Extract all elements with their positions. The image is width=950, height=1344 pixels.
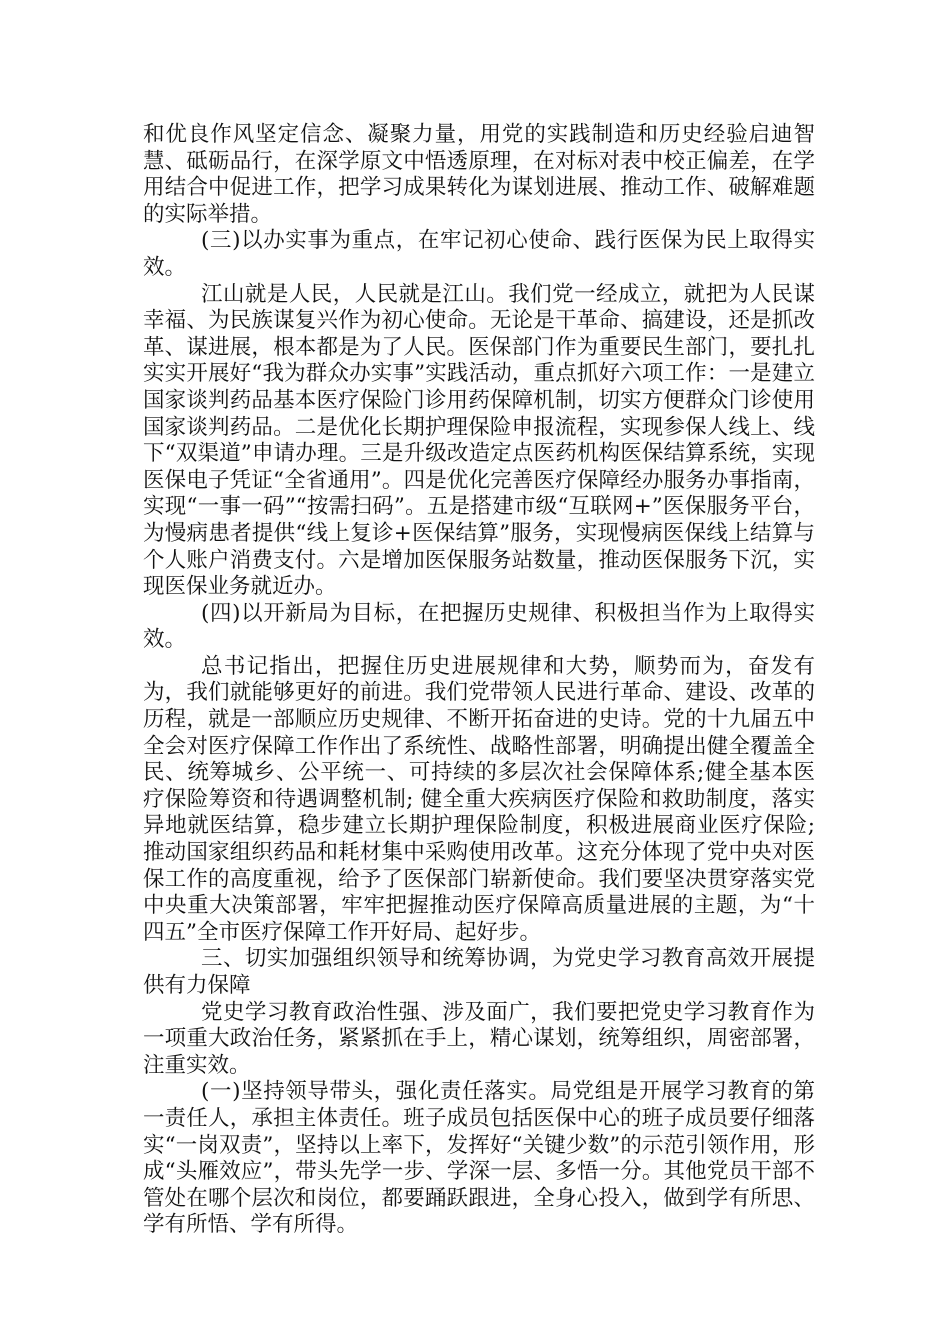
paragraph-body: 党史学习教育政治性强、涉及面广，我们要把党史学习教育作为一项重大政治任务，紧紧抓在手上，精心谋划，统筹组织，周密部署，注重实效。 bbox=[143, 999, 815, 1078]
section-heading-three: 三、切实加强组织领导和统筹协调，为党史学习教育高效开展提供有力保障 bbox=[143, 946, 815, 998]
paragraph-continuation: 和优良作风坚定信念、凝聚力量，用党的实践制造和历史经验启迪智慧、砥砺品行，在深学原文中悟透原理，在对标对表中校正偏差，在学用结合中促进工作，把学习成果转化为谋划进展、推动工作、破解难题的实际举措。 bbox=[143, 122, 815, 227]
paragraph-body: (一)坚持领导带头，强化责任落实。局党组是开展学习教育的第一责任人，承担主体责任。班子成员包括医保中心的班子成员要仔细落实“一岗双责”，坚持以上率下，发挥好“关键少数”的示范引领作用，形成“头雁效应”，带头先学一步、学深一层、多悟一分。其他党员干部不管处在哪个层次和岗位，都要踊跃跟进，全身心投入，做到学有所思、学有所悟、学有所得。 bbox=[143, 1079, 815, 1238]
subheading-three: (三)以办实事为重点，在牢记初心使命、践行医保为民上取得实效。 bbox=[143, 228, 815, 280]
document-page bbox=[143, 122, 815, 1239]
paragraph-body: 江山就是人民，人民就是江山。我们党一经成立，就把为人民谋幸福、为民族谋复兴作为初心使命。无论是干革命、搞建设，还是抓改革、谋进展，根本都是为了人民。医保部门作为重要民生部门，要扎扎实实开展好“我为群众办实事”实践活动，重点抓好六项工作：一是建立国家谈判药品基本医疗保险门诊用药保障机制，切实方便群众门诊使用国家谈判药品。二是优化长期护理保险申报流程，实现参保人线上、线下“双渠道”申请办理。三是升级改造定点医药机构医保结算系统，实现医保电子凭证“全省通用”。四是优化完善医疗保障经办服务办事指南，实现“一事一码”“按需扫码”。五是搭建市级“互联网+”医保服务平台，为慢病患者提供“线上复诊+医保结算”服务，实现慢病医保线上结算与个人账户消费支付。六是增加医保服务站数量，推动医保服务下沉，实现医保业务就近办。 bbox=[143, 281, 815, 600]
paragraph-body: 总书记指出，把握住历史进展规律和大势，顺势而为，奋发有为，我们就能够更好的前进。我们党带领人民进行革命、建设、改革的历程，就是一部顺应历史规律、不断开拓奋进的史诗。党的十九届五中全会对医疗保障工作作出了系统性、战略性部署，明确提出健全覆盖全民、统筹城乡、公平统一、可持续的多层次社会保障体系;健全基本医疗保险筹资和待遇调整机制; 健全重大疾病医疗保险和救助制度，落实异地就医结算，稳步建立长期护理保险制度，积极进展商业医疗保险;推动国家组织药品和耗材集中采购使用改革。这充分体现了党中央对医保工作的高度重视，给予了医保部门崭新使命。我们要坚决贯穿落实党中央重大决策部署，牢牢把握推动医疗保障高质量进展的主题，为“十四五”全市医疗保障工作开好局、起好步。 bbox=[143, 653, 815, 945]
subheading-four: (四)以开新局为目标，在把握历史规律、积极担当作为上取得实效。 bbox=[143, 600, 815, 653]
